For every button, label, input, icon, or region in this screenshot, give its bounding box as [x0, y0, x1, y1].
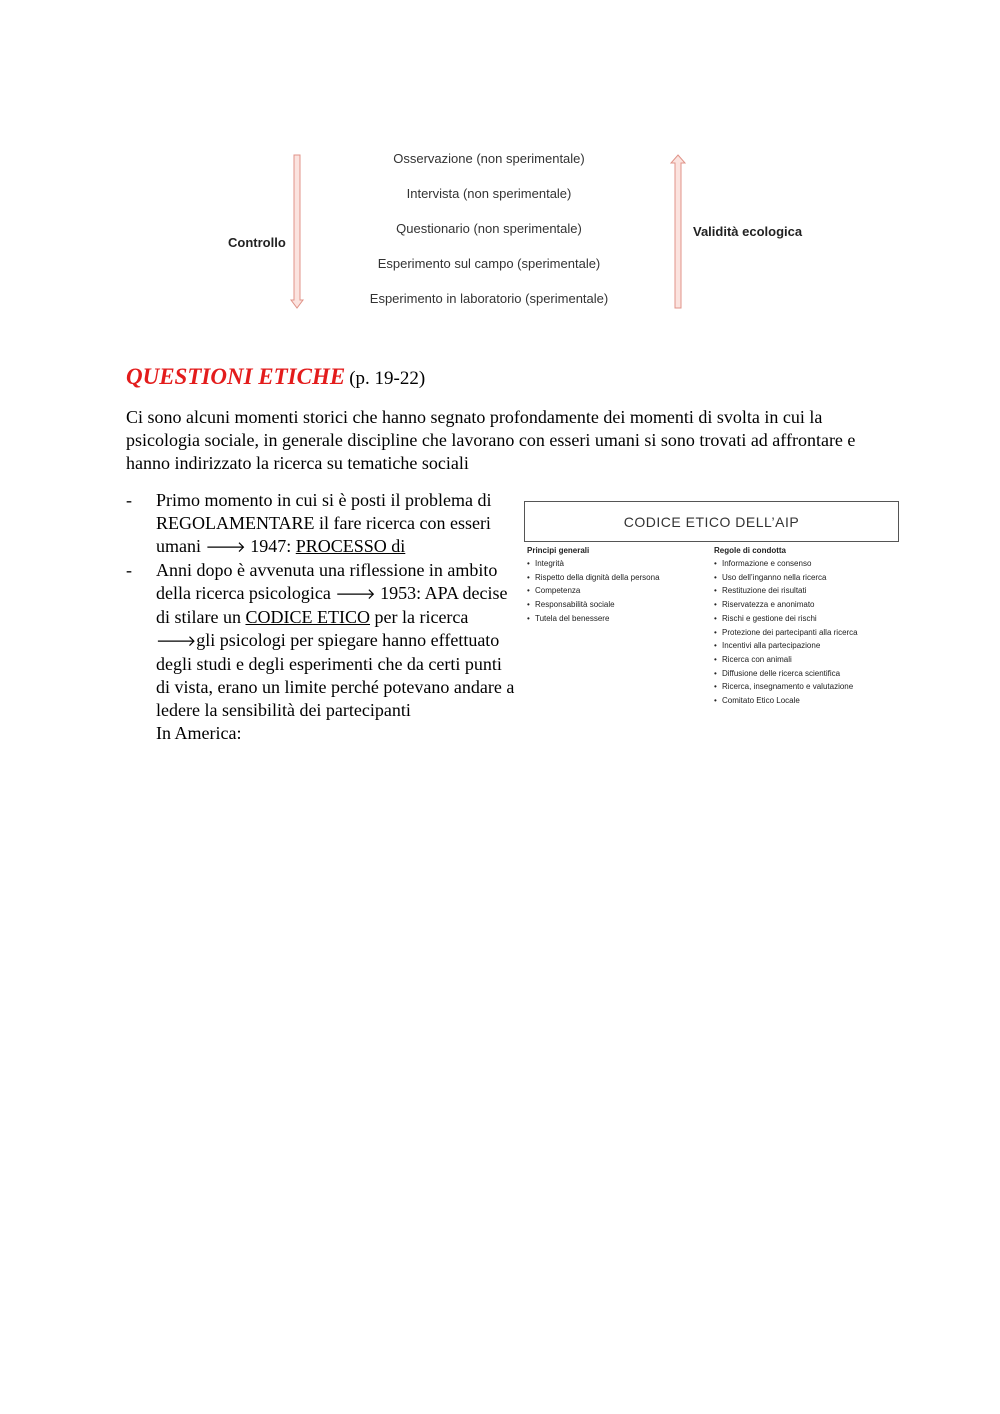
bullet-list: [126, 489, 518, 745]
list-item: • Informazione e consenso: [714, 557, 858, 571]
method-questionnaire: Questionario (non sperimentale): [396, 221, 582, 236]
right-arrow-icon: 🡒: [335, 585, 376, 603]
method-field-experiment: Esperimento sul campo (sperimentale): [377, 256, 601, 271]
conduct-rules-list: [714, 557, 858, 708]
bullet-2-year: 1953: APA decise di stilare un: [156, 583, 508, 627]
control-down-arrow: [291, 155, 303, 308]
card-title: CODICE ETICO DELL’AIP: [524, 501, 899, 542]
intro-paragraph: Ci sono alcuni momenti storici che hanno segnato profondamente dei momenti di svolta in cui la psicologia sociale, in generale discipline che lavorano con esseri umani si sono trovati ad affrontare e hanno indirizzato la ricerca su tematiche sociali: [126, 407, 856, 473]
bullet-1-text: Primo momento in cui si è posti il problema di REGOLAMENTARE il fare ricerca con esseri umani: [156, 490, 492, 556]
bullet-dash: -: [126, 560, 132, 580]
control-label: Controllo: [228, 235, 286, 250]
list-item: • Uso dell’inganno nella ricerca: [714, 571, 858, 585]
section-title: QUESTIONI ETICHE: [126, 364, 346, 389]
section-page-ref: (p. 19-22): [349, 368, 426, 389]
in-america-line: In America:: [156, 723, 242, 743]
list-item: • Protezione dei partecipanti alla ricerca: [714, 626, 858, 640]
list-item: • Incentivi alla partecipazione: [714, 639, 858, 653]
section-heading: [126, 364, 425, 390]
list-item: • Diffusione delle ricerca scientifica: [714, 667, 858, 681]
list-item: • Ricerca, insegnamento e valutazione: [714, 680, 858, 694]
method-lab-experiment: Esperimento in laboratorio (sperimentale): [369, 291, 609, 306]
list-item: • Responsabilità sociale: [527, 598, 660, 612]
bullet-2-after-underline: per la ricerca: [369, 607, 469, 627]
list-item: • Integrità: [527, 557, 660, 571]
bullet-item-1953: [126, 559, 518, 722]
method-observation: Osservazione (non sperimentale): [393, 151, 585, 166]
ecological-validity-label: Validità ecologica: [693, 224, 803, 239]
general-principles-heading: Principi generali: [527, 546, 590, 555]
conduct-rules-column: [714, 545, 858, 708]
right-arrow-icon: 🡒: [156, 632, 197, 650]
research-methods-diagram: [0, 0, 1000, 330]
general-principles-list: [527, 557, 660, 626]
bullet-dash: -: [126, 490, 132, 510]
method-interview: Intervista (non sperimentale): [406, 186, 572, 201]
list-item: • Ricerca con animali: [714, 653, 858, 667]
bullet-2-tail: gli psicologi per spiegare hanno effettuato degli studi e degli esperimenti che da certi punti di vista, erano un limite perché potevano andare a ledere la sensibilità dei partecipanti: [156, 630, 515, 720]
list-item: • Rispetto della dignità della persona: [527, 571, 660, 585]
right-arrow-icon: 🡒: [205, 538, 246, 556]
bullet-2-text: Anni dopo è avvenuta una riflessione in ambito della ricerca psicologica: [156, 560, 498, 603]
list-item: • Tutela del benessere: [527, 612, 660, 626]
list-item: • Competenza: [527, 584, 660, 598]
validity-up-arrow: [671, 155, 685, 308]
list-item: • Comitato Etico Locale: [714, 694, 858, 708]
bullet-1-underlined: PROCESSO di: [295, 536, 406, 556]
list-item: • Rischi e gestione dei rischi: [714, 612, 858, 626]
bullet-2-underlined: CODICE ETICO: [245, 607, 370, 627]
bullet-item-1947: [126, 489, 518, 559]
general-principles-column: [527, 545, 660, 626]
bullet-1-year: 1947:: [245, 536, 296, 556]
list-item: • Riservatezza e anonimato: [714, 598, 858, 612]
conduct-rules-heading: Regole di condotta: [714, 546, 786, 555]
aip-ethics-code-card: [524, 501, 899, 711]
list-item: • Restituzione dei risultati: [714, 584, 858, 598]
